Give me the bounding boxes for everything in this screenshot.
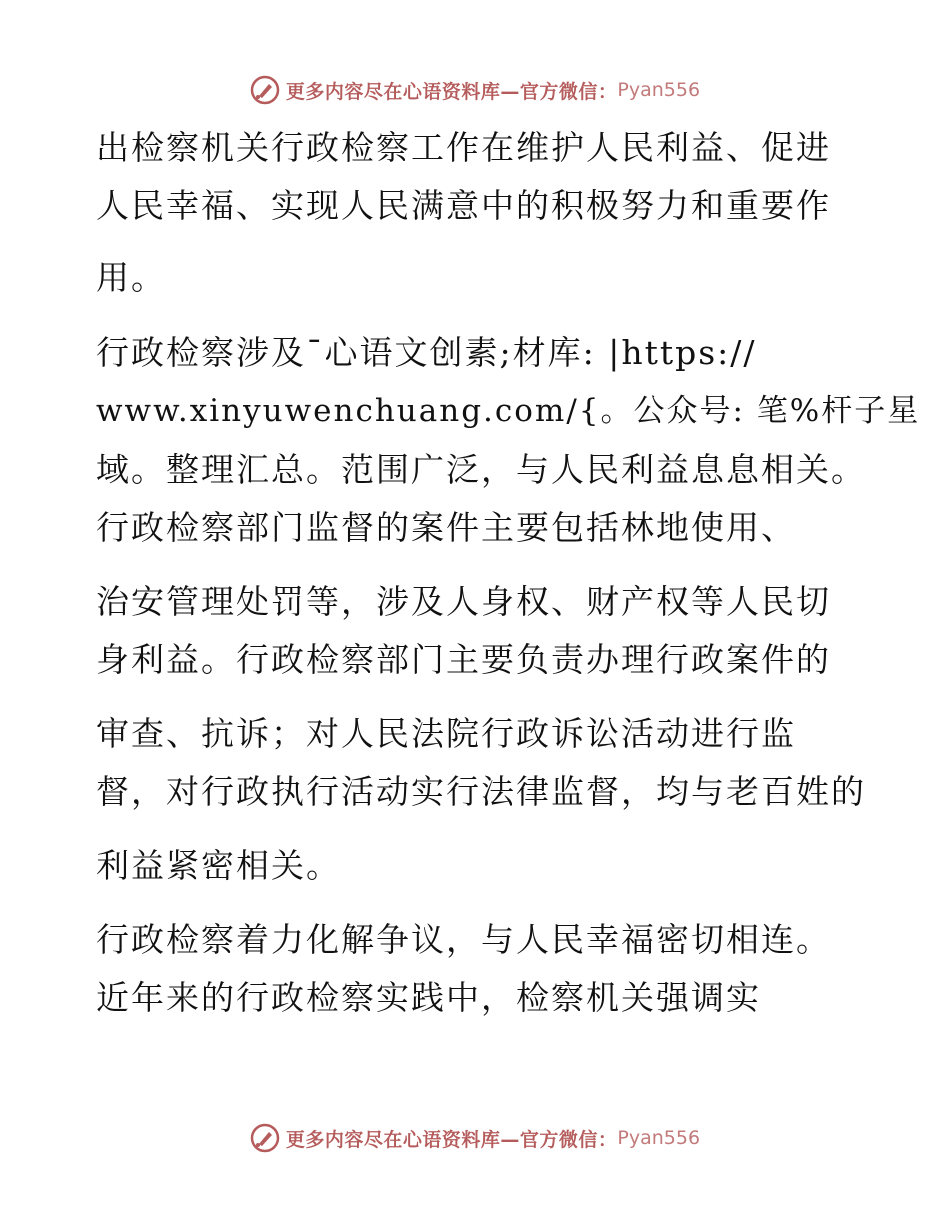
text-line-14: 近年来的行政检察实践中，检察机关强调实 [96,978,761,1017]
text-line-11: 督，对行政执行活动实行法律监督，均与老百姓的 [96,772,866,811]
text-line-6: 域。整理汇总。范围广泛，与人民利益息息相关。 [96,450,866,489]
text-line-4: 行政检察涉及¯心语文创素;材库: |https:// [96,333,757,372]
text-line-13: 行政检察着力化解争议，与人民幸福密切相连。 [96,920,831,959]
pen-nib-logo-icon [250,1123,280,1153]
text-line-12: 利益紧密相关。 [96,846,341,885]
banner-wechat-id: Pyan556 [617,1127,701,1149]
text-line-8: 治安管理处罚等，涉及人身权、财产权等人民切 [96,582,831,621]
banner-text: 更多内容尽在心语资料库—官方微信： [285,80,618,103]
text-line-1: 出检察机关行政检察工作在维护人民利益、促进 [96,128,831,167]
text-line-2: 人民幸福、实现人民满意中的积极努力和重要作 [96,186,831,225]
footer-banner [0,1120,950,1156]
text-line-5: www.xinyuwenchuang.com/{。公众号: 笔%杆子星 [96,393,921,429]
text-line-9: 身利益。行政检察部门主要负责办理行政案件的 [96,640,831,679]
banner-wechat-id: Pyan556 [617,79,701,101]
text-line-10: 审查、抗诉；对人民法院行政诉讼活动进行监 [96,714,796,753]
banner-text: 更多内容尽在心语资料库—官方微信： [285,1128,618,1151]
text-line-7: 行政检察部门监督的案件主要包括林地使用、 [96,508,796,547]
text-line-3: 用。 [96,258,166,297]
